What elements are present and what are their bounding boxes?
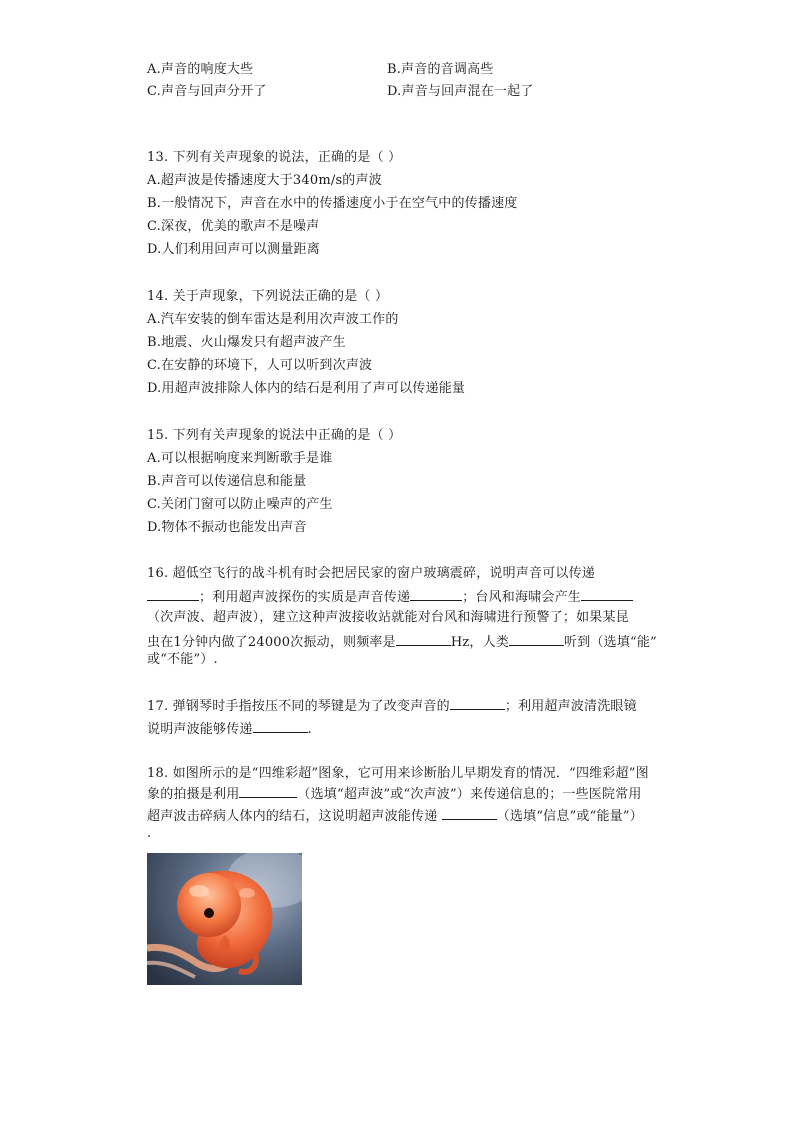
q13-option-d: D.人们利用回声可以测量距离: [147, 242, 320, 257]
q15-option-b: B.声音可以传递信息和能量: [147, 474, 307, 489]
q12-option-b: B.声音的音调高些: [387, 62, 494, 77]
q18-line-4: .: [147, 826, 152, 841]
answer-blank: [239, 785, 297, 798]
q18-text-3a: 超声波击碎病人体内的结石，这说明超声波能传递: [147, 809, 442, 824]
q16-text-4a: 虫在1分钟内做了24000次振动，则频率是: [147, 635, 396, 650]
q12-option-d: D.声音与回声混在一起了: [387, 84, 534, 99]
answer-blank: [410, 588, 462, 601]
q16-text-2a: ；利用超声波探伤的实质是声音传递: [199, 590, 411, 605]
q18-text-2a: 象的拍摄是利用: [147, 787, 240, 802]
q14-option-d: D.用超声波排除人体内的结石是利用了声可以传递能量: [147, 381, 466, 396]
q16-line-3: （次声波、超声波），建立这种声波接收站就能对台风和海啸进行预警了；如果某昆: [147, 610, 629, 625]
q13-option-b: B.一般情况下，声音在水中的传播速度小于在空气中的传播速度: [147, 196, 518, 211]
q18-line-3: [147, 807, 643, 825]
q18-text-3b: （选填“信息”或“能量”）: [496, 809, 643, 824]
q15-option-d: D.物体不振动也能发出声音: [147, 520, 307, 535]
answer-blank: [442, 807, 497, 820]
answer-blank: [253, 720, 308, 733]
answer-blank: [509, 633, 564, 646]
answer-blank: [396, 633, 451, 646]
q16-line-5: 或“不能”）.: [147, 652, 218, 667]
q17-line-2: [147, 720, 312, 738]
q14-option-a: A.汽车安装的倒车雷达是利用次声波工作的: [147, 312, 399, 327]
q15-option-c: C.关闭门窗可以防止噪声的产生: [147, 497, 333, 512]
q16-line-1: 16. 超低空飞行的战斗机有时会把居民家的窗户玻璃震碎，说明声音可以传递: [147, 566, 596, 581]
q17-text-1a: 17. 弹钢琴时手指按压不同的琴键是为了改变声音的: [147, 699, 450, 714]
q12-option-c: C.声音与回声分开了: [147, 84, 267, 99]
q14-option-c: C.在安静的环境下，人可以听到次声波: [147, 358, 373, 373]
answer-blank: [147, 588, 199, 601]
q18-line-1: 18. 如图所示的是“四维彩超”图象，它可用来诊断胎儿早期发育的情况．“四维彩超”图: [147, 766, 649, 781]
q15-option-a: A.可以根据响度来判断歌手是谁: [147, 451, 333, 466]
q13-stem: 13. 下列有关声现象的说法，正确的是（ ）: [147, 150, 402, 165]
q18-text-2b: （选填“超声波”或“次声波”）来传递信息的；一些医院常用: [297, 787, 642, 802]
q14-stem: 14. 关于声现象，下列说法正确的是（ ）: [147, 289, 389, 304]
q12-option-a: A.声音的响度大些: [147, 62, 254, 77]
q16-text-4b: Hz，人类: [450, 635, 510, 650]
q17-line-1: [147, 697, 637, 715]
q17-text-1b: ；利用超声波清洗眼镜: [504, 699, 637, 714]
q16-text-4c: 听到（选填“能”: [564, 635, 657, 650]
q17-text-2b: .: [307, 722, 312, 737]
q15-stem: 15. 下列有关声现象的说法中正确的是（ ）: [147, 428, 402, 443]
q13-option-c: C.深夜，优美的歌声不是噪声: [147, 219, 320, 234]
q17-text-2a: 说明声波能够传递: [147, 722, 253, 737]
q13-option-a: A.超声波是传播速度大于340m/s的声波: [147, 173, 382, 188]
q14-option-b: B.地震、火山爆发只有超声波产生: [147, 335, 346, 350]
q16-text-2b: ；台风和海啸会产生: [462, 590, 582, 605]
answer-blank: [581, 588, 633, 601]
answer-blank: [450, 697, 505, 710]
embryo-ultrasound-image: [147, 853, 302, 985]
q16-line-2: [147, 588, 633, 606]
q16-line-4: [147, 633, 657, 651]
q18-line-2: [147, 785, 642, 803]
